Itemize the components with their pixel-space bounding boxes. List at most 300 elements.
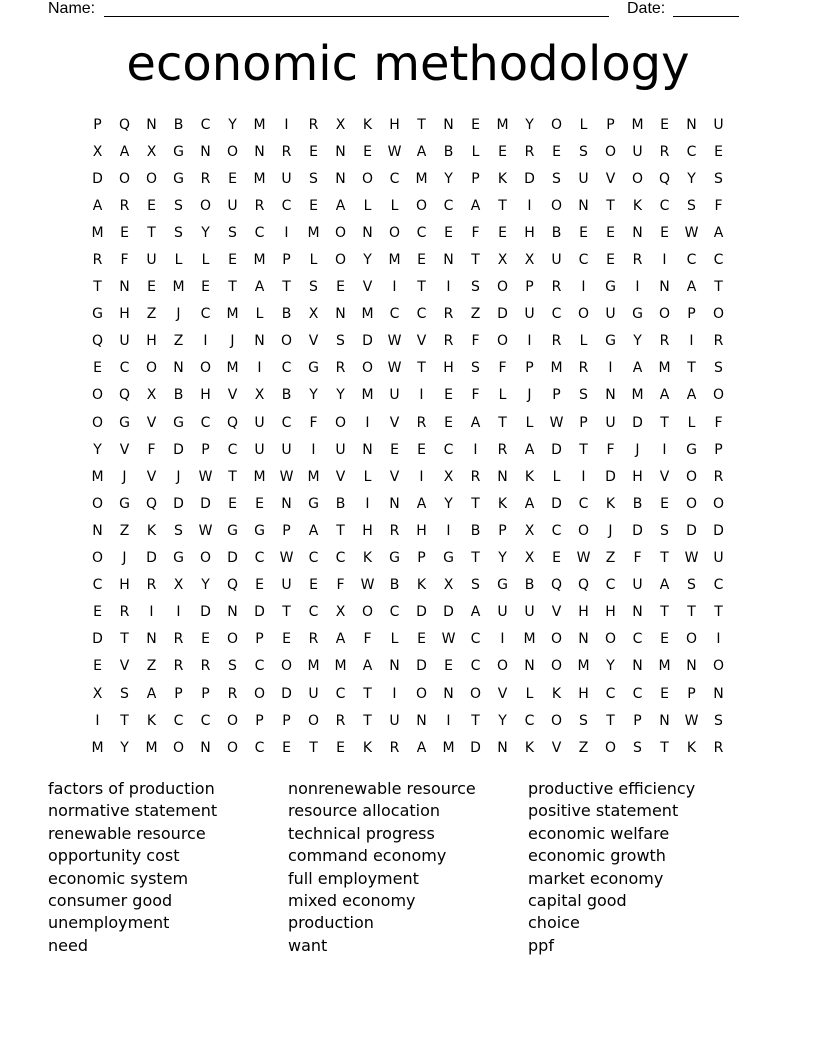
grid-letter: L [525,685,534,702]
grid-letter: A [146,685,157,702]
grid-letter: T [363,685,372,702]
grid-letter: P [174,685,183,702]
grid-letter: W [198,522,213,539]
grid-letter: F [309,414,318,431]
grid-letter: C [200,306,211,323]
grid-letter: A [335,631,346,648]
grid-letter: T [606,197,615,214]
grid-letter: T [714,604,723,621]
grid-letter: C [254,550,265,567]
grid-letter: S [228,224,237,241]
grid-letter: Q [91,333,104,350]
grid-letter: N [686,116,697,133]
grid-letter: R [443,306,454,323]
grid-letter: J [608,522,613,539]
word-item: choice [528,913,580,933]
grid-letter: C [254,224,265,241]
grid-letter: L [390,631,399,648]
grid-letter: T [660,604,669,621]
grid-letter: Y [525,116,534,133]
grid-letter: A [470,414,481,431]
grid-letter: A [686,279,697,296]
grid-letter: K [524,468,535,485]
grid-letter: N [497,468,508,485]
grid-letter: E [444,414,453,431]
grid-letter: R [713,739,724,756]
grid-letter: L [174,252,183,269]
grid-letter: I [635,279,640,296]
grid-letter: N [443,252,454,269]
word-item: mixed economy [288,890,416,910]
grid-letter: E [606,252,615,269]
grid-letter: R [308,116,319,133]
grid-letter: N [335,306,346,323]
grid-letter: M [550,360,563,377]
grid-letter: O [334,252,347,269]
grid-letter: O [550,631,563,648]
grid-letter: S [660,522,669,539]
grid-letter: O [118,170,131,187]
grid-letter: R [524,143,535,160]
grid-letter: U [281,577,292,594]
grid-letter: Y [498,712,507,729]
grid-letter: C [200,712,211,729]
grid-letter: Q [145,495,158,512]
grid-letter: U [497,604,508,621]
grid-letter: O [550,116,563,133]
grid-letter: M [415,170,428,187]
grid-letter: N [578,631,589,648]
grid-letter: U [551,252,562,269]
grid-letter: S [714,360,723,377]
grid-letter: C [389,170,400,187]
grid-letter: T [147,224,156,241]
grid-letter: E [201,279,210,296]
grid-letter: N [146,631,157,648]
grid-letter: N [362,224,373,241]
grid-letter: R [200,170,211,187]
grid-letter: M [334,658,347,675]
grid-letter: M [361,387,374,404]
grid-letter: Y [93,441,102,458]
grid-letter: I [419,468,424,485]
grid-letter: M [253,468,266,485]
grid-letter: E [255,495,264,512]
grid-letter: U [227,197,238,214]
grid-letter: U [524,306,535,323]
word-column [288,778,528,957]
grid-letter: L [363,197,372,214]
grid-letter: I [446,279,451,296]
grid-letter: O [550,658,563,675]
grid-letter: M [307,468,320,485]
grid-letter: U [713,550,724,567]
word-item: factors of production [48,779,215,798]
word-item: economic growth [528,846,666,866]
grid-letter: H [578,604,589,621]
grid-letter: A [416,143,427,160]
grid-letter: O [199,360,212,377]
grid-letter: Y [444,170,453,187]
grid-letter: E [93,604,102,621]
grid-letter: C [389,604,400,621]
grid-letter: V [146,468,157,485]
grid-letter: G [605,279,616,296]
grid-letter: O [496,279,509,296]
grid-letter: S [174,224,183,241]
grid-letter: S [714,170,723,187]
grid-letter: I [581,279,586,296]
grid-letter: G [308,495,319,512]
grid-letter: O [685,495,698,512]
grid-letter: D [713,522,724,539]
grid-letter: Z [173,333,184,350]
grid-letter: R [227,685,238,702]
grid-letter: O [685,631,698,648]
grid-letter: W [387,360,402,377]
grid-letter: T [471,712,480,729]
grid-letter: X [524,522,535,539]
grid-letter: U [632,143,643,160]
grid-letter: M [523,631,536,648]
grid-letter: P [417,550,426,567]
grid-letter: K [551,685,562,702]
grid-letter: T [471,550,480,567]
grid-letter: A [686,387,697,404]
grid-letter: S [120,685,129,702]
word-item: opportunity cost [48,846,180,866]
grid-letter: F [633,550,642,567]
grid-letter: C [686,252,697,269]
grid-letter: D [524,170,535,187]
grid-letter: N [281,495,292,512]
grid-letter: J [635,441,640,458]
grid-letter: A [713,224,724,241]
grid-letter: K [524,739,535,756]
grid-letter: Y [687,170,696,187]
grid-letter: E [660,495,669,512]
grid-letter: D [173,441,184,458]
grid-letter: P [606,116,615,133]
grid-letter: I [284,116,289,133]
grid-letter: C [173,712,184,729]
grid-letter: C [632,631,643,648]
grid-letter: R [713,468,724,485]
word-item: production [288,913,374,933]
grid-letter: G [119,414,130,431]
grid-letter: O [361,604,374,621]
grid-letter: I [149,604,154,621]
grid-letter: U [632,577,643,594]
grid-letter: C [605,577,616,594]
grid-letter: S [309,279,318,296]
grid-letter: S [471,360,480,377]
grid-letter: F [363,631,372,648]
grid-letter: E [147,279,156,296]
grid-letter: B [173,116,184,133]
word-item: market economy [528,868,664,888]
grid-letter: W [198,468,213,485]
grid-letter: X [308,306,319,323]
grid-letter: M [226,360,239,377]
grid-letter: E [714,143,723,160]
grid-letter: F [714,197,723,214]
grid-letter: Z [119,522,130,539]
grid-letter: Y [309,387,318,404]
grid-letter: C [119,360,130,377]
grid-letter: V [227,387,238,404]
grid-letter: C [416,306,427,323]
grid-letter: M [145,739,158,756]
grid-letter: C [659,197,670,214]
grid-letter: J [122,550,127,567]
grid-letter: I [176,604,181,621]
grid-letter: E [309,577,318,594]
grid-letter: Y [606,658,615,675]
grid-letter: Y [228,116,237,133]
grid-letter: U [389,712,400,729]
grid-letter: E [228,170,237,187]
grid-letter: X [443,468,454,485]
grid-letter: O [145,170,158,187]
grid-letter: Y [363,252,372,269]
grid-letter: Q [577,577,590,594]
grid-letter: E [417,441,426,458]
grid-letter: U [119,333,130,350]
grid-letter: C [470,658,481,675]
grid-letter: U [281,170,292,187]
word-item: nonrenewable resource [288,779,476,798]
grid-letter: C [443,441,454,458]
grid-letter: N [524,658,535,675]
grid-letter: P [282,522,291,539]
grid-letter: O [226,739,239,756]
grid-letter: C [281,360,292,377]
grid-letter: E [471,116,480,133]
date-label: Date: [627,0,666,17]
grid-letter: O [415,197,428,214]
word-item: technical progress [288,823,435,843]
grid-letter: X [443,577,454,594]
grid-letter: O [226,631,239,648]
grid-letter: T [417,360,426,377]
grid-letter: H [524,224,535,241]
grid-letter: G [92,306,103,323]
grid-letter: Z [146,658,157,675]
grid-letter: F [336,577,345,594]
grid-letter: R [119,604,130,621]
grid-letter: A [470,604,481,621]
grid-letter: S [471,279,480,296]
grid-letter: N [200,739,211,756]
grid-letter: I [284,224,289,241]
grid-letter: B [281,306,292,323]
grid-letter: U [389,387,400,404]
grid-letter: E [660,685,669,702]
grid-letter: N [119,279,130,296]
word-list [48,778,768,957]
grid-letter: G [173,414,184,431]
grid-letter: H [119,577,130,594]
word-item: productive efficiency [528,779,696,798]
grid-letter: P [687,685,696,702]
grid-letter: M [631,387,644,404]
grid-letter: C [551,522,562,539]
grid-letter: N [632,604,643,621]
grid-letter: C [578,495,589,512]
grid-letter: C [524,712,535,729]
grid-letter: E [336,739,345,756]
grid-letter: L [201,252,210,269]
grid-letter: Q [226,577,239,594]
grid-letter: G [227,522,238,539]
grid-letter: N [443,116,454,133]
grid-letter: C [281,197,292,214]
grid-letter: K [416,577,427,594]
grid-letter: O [388,224,401,241]
grid-letter: J [230,333,235,350]
grid-letter: C [416,224,427,241]
grid-letter: K [362,116,373,133]
grid-letter: F [471,224,480,241]
grid-letter: K [497,170,508,187]
word-item: want [288,935,328,955]
grid-letter: M [577,658,590,675]
grid-letter: C [578,252,589,269]
grid-letter: R [497,441,508,458]
grid-letter: L [579,333,588,350]
grid-letter: D [146,550,157,567]
grid-letter: N [254,143,265,160]
grid-letter: R [551,279,562,296]
grid-letter: O [172,739,185,756]
grid-letter: B [632,495,643,512]
grid-letter: X [146,387,157,404]
grid-letter: T [363,712,372,729]
grid-letter: T [471,495,480,512]
grid-letter: O [91,495,104,512]
grid-letter: P [282,252,291,269]
grid-letter: M [91,468,104,485]
grid-letter: P [714,441,723,458]
grid-letter: R [308,631,319,648]
grid-letter: S [471,577,480,594]
word-item: economic system [48,868,189,888]
grid-letter: C [551,306,562,323]
grid-letter: C [335,685,346,702]
grid-letter: S [336,333,345,350]
letter-grid [84,111,732,761]
grid-letter: T [687,360,696,377]
grid-letter: O [712,495,725,512]
word-item: full employment [288,868,419,888]
grid-letter: T [579,441,588,458]
grid-letter: B [389,577,400,594]
grid-letter: O [712,387,725,404]
grid-letter: T [660,550,669,567]
grid-letter: A [470,197,481,214]
grid-letter: N [254,333,265,350]
grid-letter: H [416,522,427,539]
grid-letter: I [527,197,532,214]
grid-letter: N [497,739,508,756]
grid-letter: D [551,441,562,458]
grid-letter: D [92,631,103,648]
grid-letter: D [497,306,508,323]
grid-letter: F [471,387,480,404]
grid-letter: Z [578,739,589,756]
grid-letter: J [176,468,181,485]
grid-letter: M [172,279,185,296]
grid-letter: Z [470,306,481,323]
grid-letter: W [684,550,699,567]
grid-letter: O [91,414,104,431]
grid-letter: E [444,224,453,241]
grid-letter: A [254,279,265,296]
grid-letter: V [605,170,616,187]
grid-letter: X [524,550,535,567]
grid-letter: P [687,306,696,323]
grid-letter: Z [146,306,157,323]
grid-letter: C [254,739,265,756]
grid-letter: M [226,306,239,323]
grid-letter: W [684,712,699,729]
grid-letter: D [443,604,454,621]
grid-letter: V [146,414,157,431]
grid-letter: I [608,360,613,377]
grid-letter: U [578,170,589,187]
grid-letter: T [228,468,237,485]
grid-letter: X [146,143,157,160]
grid-letter: T [714,279,723,296]
grid-letter: T [93,279,102,296]
grid-letter: M [253,170,266,187]
grid-letter: Y [120,739,129,756]
grid-letter: A [335,197,346,214]
grid-letter: E [444,658,453,675]
grid-letter: R [389,739,400,756]
grid-letter: R [92,252,103,269]
grid-letter: H [146,333,157,350]
word-item: renewable resource [48,823,206,843]
grid-letter: E [444,387,453,404]
grid-letter: B [524,577,535,594]
grid-letter: L [471,143,480,160]
grid-letter: N [92,522,103,539]
grid-letter: E [417,252,426,269]
grid-letter: I [500,631,505,648]
grid-letter: G [497,577,508,594]
grid-letter: C [200,116,211,133]
grid-letter: I [446,712,451,729]
grid-letter: P [525,279,534,296]
grid-letter: O [253,685,266,702]
grid-letter: N [362,441,373,458]
grid-letter: E [498,224,507,241]
grid-letter: M [658,360,671,377]
grid-letter: A [119,143,130,160]
grid-letter: P [471,170,480,187]
grid-letter: N [632,224,643,241]
grid-letter: V [389,468,400,485]
grid-letter: K [632,197,643,214]
grid-letter: D [173,495,184,512]
grid-letter: X [497,252,508,269]
grid-letter: R [281,143,292,160]
grid-letter: R [173,658,184,675]
grid-letter: P [579,414,588,431]
grid-letter: R [254,197,265,214]
